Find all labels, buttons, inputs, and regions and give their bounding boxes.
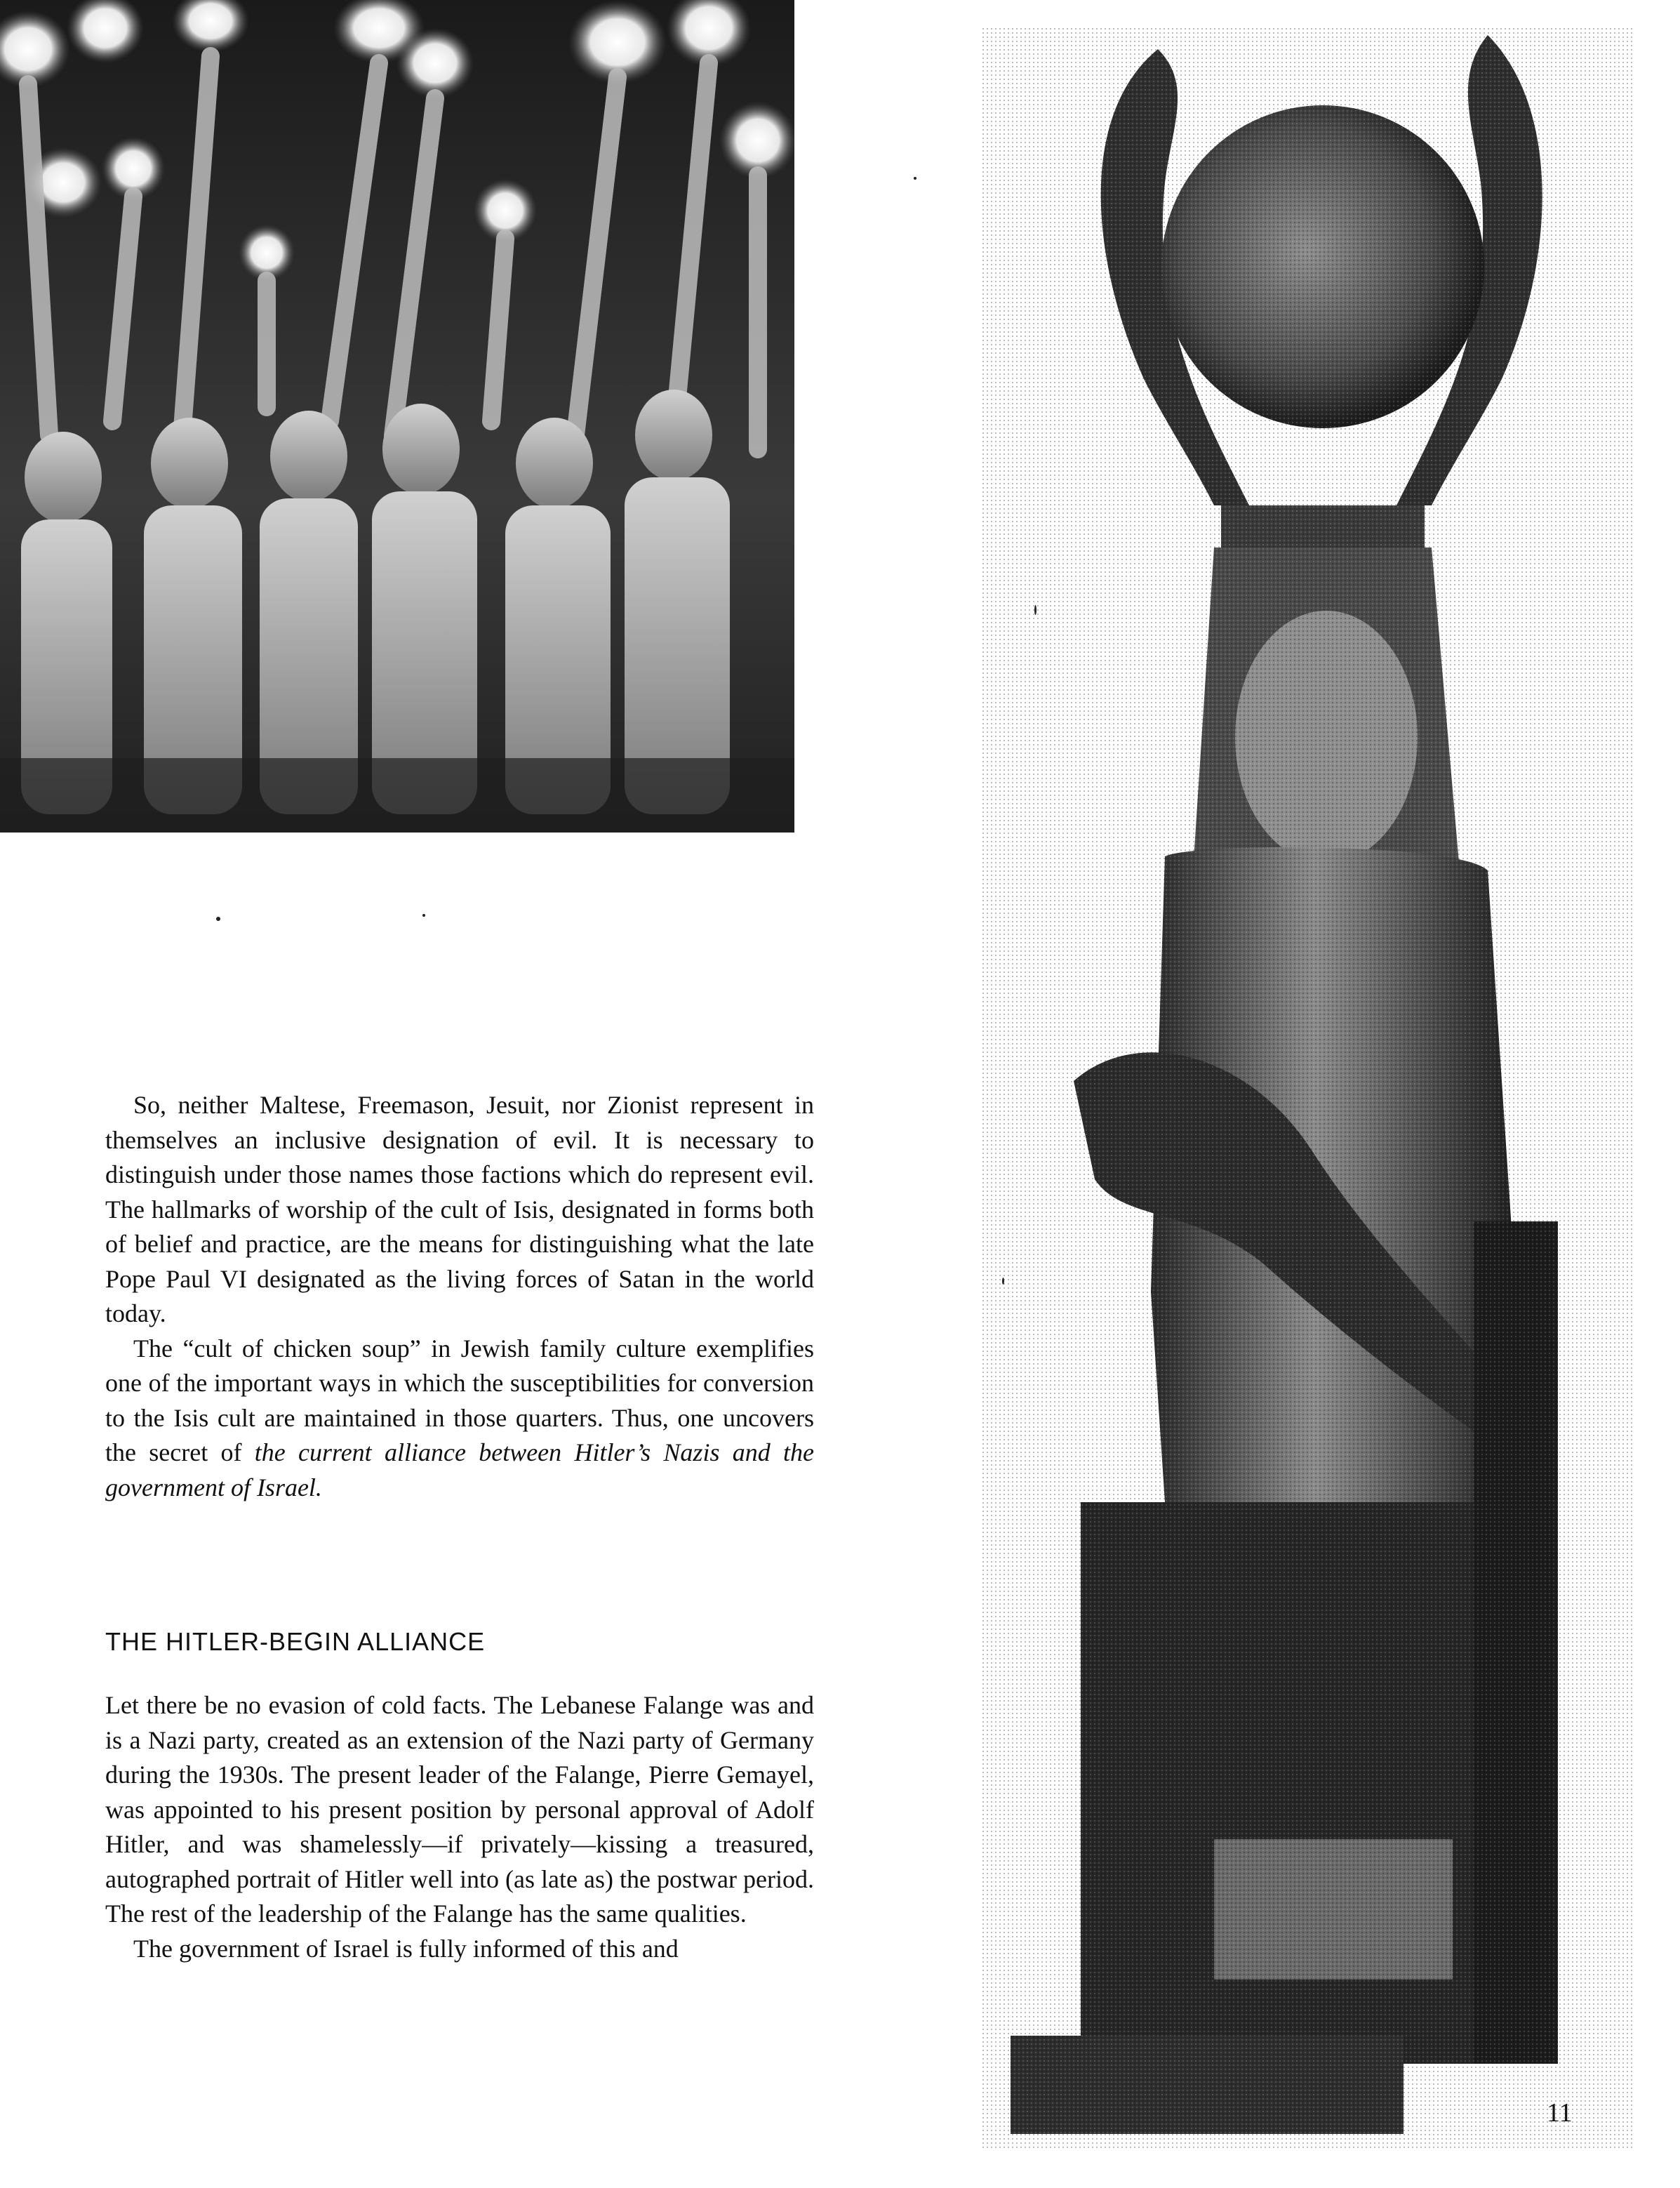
scan-speck (1034, 605, 1036, 615)
scan-speck (216, 917, 220, 921)
scan-speck (422, 914, 425, 917)
paragraph-lebanese-falange: Let there be no evasion of cold facts. The Lebanese Falange was and is a Nazi party, created as an extension of the Nazi party of Germany during the 1930s. The present leader of the Falange, Pierre Gemayel, was appointed to his present position by personal approval of Adolf Hitler, and was shamelessly—if privately—kissing a treasured, autographed portrait of Hitler well into (as late as) the postwar period. The rest of the leadership of the Falange has the same qualities. (105, 1691, 814, 1928)
body-text-block-lower (105, 1688, 814, 1966)
page-number: 11 (1547, 2098, 1573, 2128)
isis-statue-graphic (982, 28, 1635, 2148)
scan-speck (914, 177, 916, 180)
paragraph-cult-of-chicken-soup (105, 1332, 814, 1506)
paragraph-maltese-freemason: So, neither Maltese, Freemason, Jesuit, nor Zionist represent in themselves an inclusive designation of evil. It is necessary to distinguish under those names those factions which do represent evil. The hallmarks of worship of the cult of Isis, designated in forms both of belief and practice, are the means for distinguishing what the late Pope Paul VI designated as the living forces of Satan in the world today. (105, 1091, 814, 1327)
body-text-block-upper (105, 1088, 814, 1505)
paragraph-cult-of-chicken-soup-italic: the current alliance between Hitler’s Nazis and the government of Israel. (105, 1438, 815, 1501)
paragraph-government-of-israel: The government of Israel is fully informed of this and (133, 1934, 679, 1963)
torch-rally-photo (0, 0, 794, 833)
scan-speck (1002, 1278, 1004, 1285)
isis-statue-photo (982, 28, 1635, 2148)
paragraph-cult-of-chicken-soup-text: The “cult of chicken soup” in Jewish family culture exemplifies one of the important ways in which the susceptibilities for conversion to the Isis cult are maintained in those quarters. Thus, one uncovers the secret of (105, 1334, 814, 1466)
torch-rally-photo-graphic (0, 0, 794, 833)
section-heading: THE HITLER-BEGIN ALLIANCE (105, 1627, 486, 1656)
